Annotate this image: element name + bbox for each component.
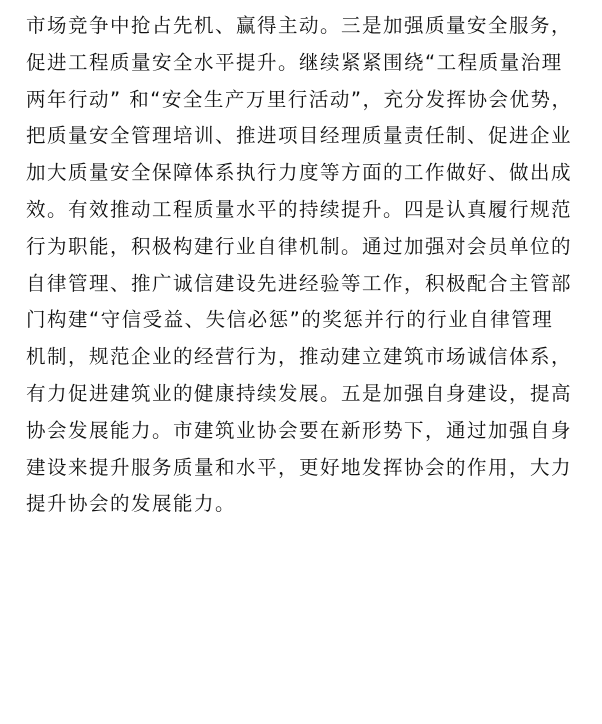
text-line: 建设来提升服务质量和水平，更好地发挥协会的作用，大力 [26,455,573,479]
text-line: 行为职能，积极构建行业自律机制。通过加强对会员单位的 [26,234,573,258]
body-paragraph [26,8,586,523]
text-line: 门构建“守信受益、失信必惩”的奖惩并行的行业自律管理 [26,308,554,332]
text-line: 加大质量安全保障体系执行力度等方面的工作做好、做出成 [26,161,573,185]
text-line: 两年行动” 和“安全生产万里行活动”，充分发挥协会优势， [26,87,573,111]
text-line: 把质量安全管理培训、推进项目经理质量责任制、促进企业 [26,124,573,148]
text-line: 自律管理、推广诚信建设先进经验等工作，积极配合主管部 [26,271,573,295]
text-line: 提升协会的发展能力。 [26,492,237,516]
text-line: 促进工程质量安全水平提升。继续紧紧围绕“工程质量治理 [26,50,563,74]
text-line: 市场竞争中抢占先机、赢得主动。三是加强质量安全服务， [26,14,573,37]
text-line: 效。有效推动工程质量水平的持续提升。四是认真履行规范 [26,197,573,221]
text-line: 有力促进建筑业的健康持续发展。五是加强自身建设，提高 [26,381,573,405]
text-line: 机制，规范企业的经营行为，推动建立建筑市场诚信体系， [26,345,573,369]
text-line: 协会发展能力。市建筑业协会要在新形势下，通过加强自身 [26,418,573,442]
